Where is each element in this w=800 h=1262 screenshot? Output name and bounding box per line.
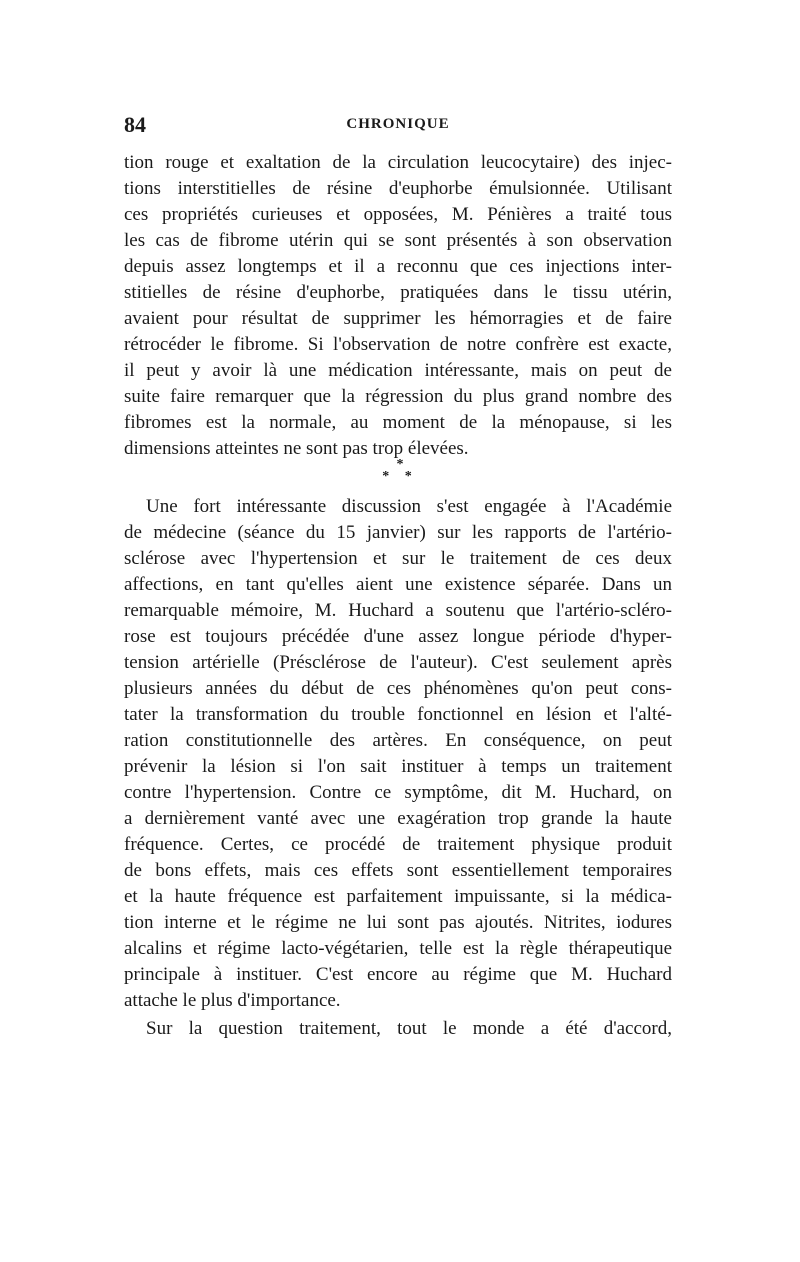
text-line: alcalins et régime lacto-végétarien, telle est la règle thérapeutique: [124, 938, 672, 959]
text-line: depuis assez longtemps et il a reconnu que ces injections inter-: [124, 256, 672, 277]
text-line: tion rouge et exaltation de la circulation leucocytaire) des injec-: [124, 152, 672, 173]
asterism-top: *: [396, 457, 404, 472]
page-number: 84: [124, 112, 146, 137]
text-line: avaient pour résultat de supprimer les hémorragies et de faire: [124, 308, 672, 329]
text-line: sclérose avec l'hypertension et sur le traitement de ces deux: [124, 548, 672, 569]
text-line: tension artérielle (Présclérose de l'auteur). C'est seulement après: [124, 652, 672, 673]
page-header: [124, 112, 672, 142]
text-line: remarquable mémoire, M. Huchard a soutenu que l'artério-scléro-: [124, 600, 672, 621]
text-line: Une fort intéressante discussion s'est engagée à l'Académie: [146, 496, 672, 517]
text-line: rose est toujours précédée d'une assez longue période d'hyper-: [124, 626, 672, 647]
text-line: de médecine (séance du 15 janvier) sur les rapports de l'artério-: [124, 522, 672, 543]
text-line: Sur la question traitement, tout le monde a été d'accord,: [146, 1018, 672, 1039]
text-line: tater la transformation du trouble fonctionnel en lésion et l'alté-: [124, 704, 672, 725]
text-line: ration constitutionnelle des artères. En conséquence, on peut: [124, 730, 672, 751]
text-line: fréquence. Certes, ce procédé de traitement physique produit: [124, 834, 672, 855]
text-line: dimensions atteintes ne sont pas trop élevées.: [124, 438, 469, 459]
text-line: et la haute fréquence est parfaitement impuissante, si la médica-: [124, 886, 672, 907]
text-line: tion interne et le régime ne lui sont pas ajoutés. Nitrites, iodures: [124, 912, 672, 933]
text-line: affections, en tant qu'elles aient une existence séparée. Dans un: [124, 574, 672, 595]
text-line: tions interstitielles de résine d'euphorbe émulsionnée. Utilisant: [124, 178, 672, 199]
text-line: prévenir la lésion si l'on sait instituer à temps un traitement: [124, 756, 672, 777]
text-line: fibromes est la normale, au moment de la ménopause, si les: [124, 412, 672, 433]
text-line: ces propriétés curieuses et opposées, M. Pénières a traité tous: [124, 204, 672, 225]
text-line: attache le plus d'importance.: [124, 990, 341, 1011]
running-title: CHRONIQUE: [346, 116, 450, 132]
text-line: rétrocéder le fibrome. Si l'observation de notre confrère est exacte,: [124, 334, 672, 355]
text-line: de bons effets, mais ces effets sont essentiellement temporaires: [124, 860, 672, 881]
text-line: plusieurs années du début de ces phénomènes qu'on peut cons-: [124, 678, 672, 699]
asterism-separator: [380, 459, 420, 487]
asterism-bottom: * *: [382, 469, 418, 484]
text-line: a dernièrement vanté avec une exagération trop grande la haute: [124, 808, 672, 829]
text-line: contre l'hypertension. Contre ce symptôme, dit M. Huchard, on: [124, 782, 672, 803]
text-line: principale à instituer. C'est encore au régime que M. Huchard: [124, 964, 672, 985]
text-line: stitielles de résine d'euphorbe, pratiquées dans le tissu utérin,: [124, 282, 672, 303]
text-line: il peut y avoir là une médication intéressante, mais on peut de: [124, 360, 672, 381]
text-line: suite faire remarquer que la régression du plus grand nombre des: [124, 386, 672, 407]
text-line: les cas de fibrome utérin qui se sont présentés à son observation: [124, 230, 672, 251]
